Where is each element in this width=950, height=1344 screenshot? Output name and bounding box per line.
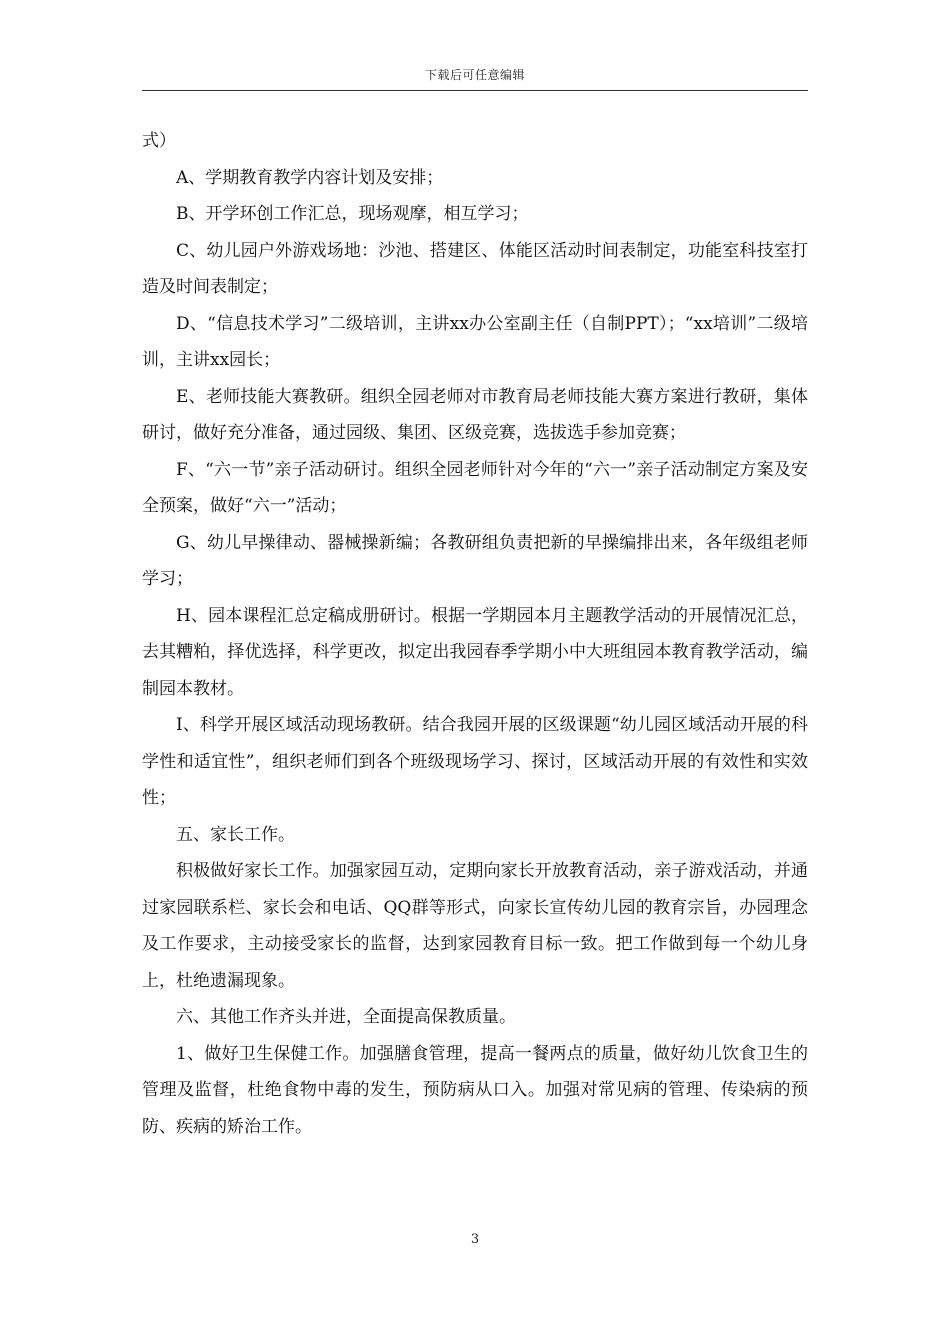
- paragraph-item-f: F、“六一节”亲子活动研讨。组织全园老师针对今年的“六一”亲子活动制定方案及安全预案，做好“六一”活动；: [142, 459, 808, 516]
- paragraph-parent-work: 积极做好家长工作。加强家园互动，定期向家长开放教育活动，亲子游戏活动，并通过家园联系栏、家长会和电话、QQ群等形式，向家长宣传幼儿园的教育宗旨，办园理念及工作要求，主动接受家长的监督，达到家园教育目标一致。把工作做到每一个幼儿身上，杜绝遗漏现象。: [142, 861, 808, 991]
- paragraph-item-e: E、老师技能大赛教研。组织全园老师对市教育局老师技能大赛方案进行教研，集体研讨，做好充分准备，通过园级、集团、区级竞赛，选拔选手参加竞赛；: [142, 386, 808, 443]
- paragraph-item-d: D、“信息技术学习”二级培训，主讲xx办公室副主任（自制PPT）；“xx培训”二级培训，主讲xx园长；: [142, 313, 808, 370]
- document-body: [142, 123, 808, 1145]
- header-divider: [142, 90, 808, 91]
- section-heading-parent-work: 五、家长工作。: [176, 824, 295, 845]
- page-number: 3: [470, 1232, 480, 1247]
- paragraph-item-c: C、幼儿园户外游戏场地：沙池、搭建区、体能区活动时间表制定，功能室科技室打造及时间表制定；: [142, 240, 808, 297]
- section-heading-other-work: 六、其他工作齐头并进，全面提高保教质量。: [176, 1007, 516, 1027]
- paragraph-item-g: G、幼儿早操律动、器械操新编；各教研组负责把新的早操编排出来，各年级组老师学习；: [142, 532, 808, 589]
- paragraph-item-h: H、园本课程汇总定稿成册研讨。根据一学期园本月主题教学活动的开展情况汇总，去其糟粕，择优选择，科学更改，拟定出我园春季学期小中大班组园本教育教学活动，编制园本教材。: [142, 605, 808, 699]
- paragraph-item-b: B、开学环创工作汇总，现场观摩，相互学习；: [176, 204, 529, 224]
- paragraph-health-care: 1、做好卫生保健工作。加强膳食管理，提高一餐两点的质量，做好幼儿饮食卫生的管理及监督，杜绝食物中毒的发生，预防病从口入。加强对常见病的管理、传染病的预防、疾病的矫治工作。: [142, 1043, 808, 1137]
- page-header: 下载后可任意编辑: [424, 68, 525, 82]
- paragraph-item-i: I、科学开展区域活动现场教研。结合我园开展的区级课题“幼儿园区域活动开展的科学性和适宜性”，组织老师们到各个班级现场学习、探讨，区域活动开展的有效性和实效性；: [142, 715, 808, 808]
- paragraph-item-a: A、学期教育教学内容计划及安排；: [176, 167, 444, 188]
- paragraph-continuation: 式）: [142, 131, 176, 151]
